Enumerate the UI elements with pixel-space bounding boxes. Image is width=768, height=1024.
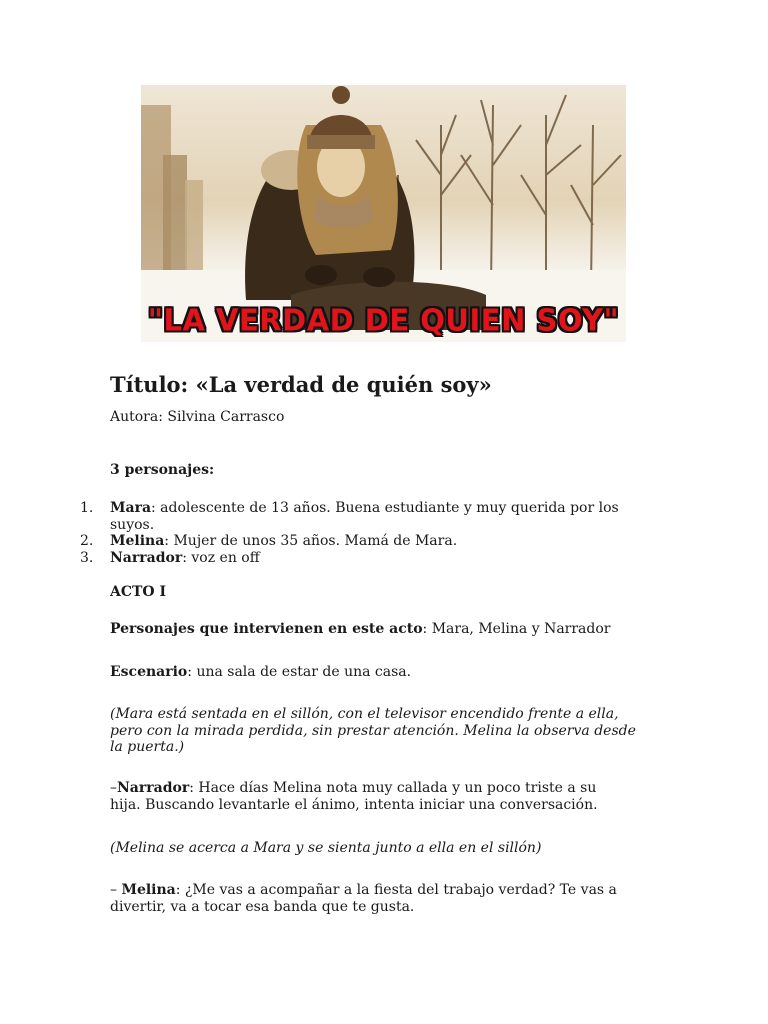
page-title: Título: «La verdad de quién soy» — [110, 372, 492, 397]
stage-direction: (Melina se acerca a Mara y se sienta junto a ella en el sillón) — [110, 840, 542, 856]
scene-value: : una sala de estar de una casa. — [187, 664, 412, 680]
list-item — [80, 533, 660, 550]
list-number: 1. — [80, 500, 94, 516]
participants-value: : Mara, Melina y Narrador — [422, 621, 611, 637]
characters-heading: 3 personajes: — [110, 462, 215, 478]
list-number: 3. — [80, 549, 94, 566]
character-name: Mara — [110, 500, 152, 516]
participants-label: Personajes que intervienen en este acto — [110, 621, 423, 637]
character-desc: : voz en off — [182, 549, 260, 566]
participants-line — [110, 621, 670, 638]
cover-image — [141, 85, 626, 342]
dash: – — [110, 882, 122, 898]
dash: – — [110, 780, 117, 796]
melina-line — [110, 882, 665, 915]
list-number: 2. — [80, 533, 94, 549]
scene-line — [110, 664, 670, 681]
characters-list — [80, 500, 660, 566]
list-item — [80, 500, 660, 533]
act-heading: ACTO I — [110, 584, 167, 600]
melina-text: : ¿Me vas a acompañar a la fiesta del trabajo verdad? Te vas a divertir, va a tocar esa banda que te gusta. — [110, 882, 617, 915]
character-desc: : adolescente de 13 años. Buena estudiante y muy querida por los suyos. — [110, 500, 619, 533]
cover-banner — [141, 297, 626, 342]
speaker-narrador: Narrador — [117, 780, 190, 796]
character-name: Narrador — [110, 549, 183, 566]
character-name: Melina — [110, 533, 165, 549]
narrator-text: : Hace días Melina nota muy callada y un poco triste a su hija. Buscando levantarle el ánimo, intenta iniciar una conversación. — [110, 780, 598, 813]
speaker-melina: Melina — [121, 882, 176, 898]
document-header — [110, 368, 670, 426]
scene-label: Escenario — [110, 664, 188, 680]
author-line: Autora: Silvina Carrasco — [110, 409, 285, 425]
character-desc: : Mujer de unos 35 años. Mamá de Mara. — [164, 533, 458, 549]
narrator-line — [110, 780, 630, 813]
cover-banner-text: "LA VERDAD DE QUIEN SOY" — [147, 301, 620, 338]
stage-direction: (Mara está sentada en el sillón, con el televisor encendido frente a ella, pero con la mirada perdida, sin prestar atención. Melina la observa desde la puerta.) — [110, 706, 636, 755]
list-item — [80, 550, 660, 567]
